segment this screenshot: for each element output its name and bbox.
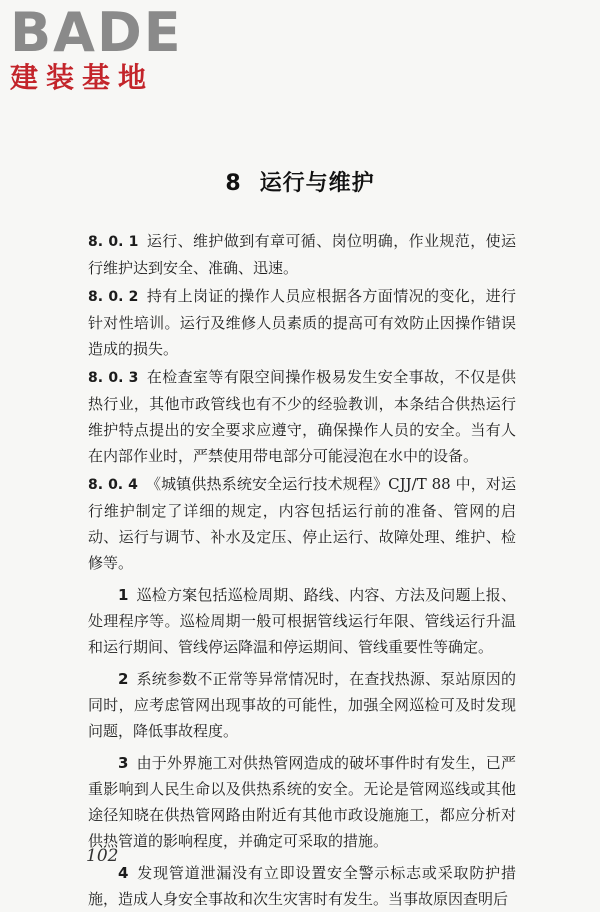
clause-8-0-1 bbox=[88, 228, 516, 281]
clause-8-0-2 bbox=[88, 283, 516, 362]
item-text: 发现管道泄漏没有立即设置安全警示标志或采取防护措施，造成人身安全事故和次生灾害时有发生。当事故原因查明后 bbox=[88, 864, 516, 908]
chapter-title-text: 运行与维护 bbox=[259, 171, 375, 196]
clause-number: 8. 0. 1 bbox=[88, 234, 139, 250]
page-number: 102 bbox=[86, 846, 119, 866]
logo-subtitle: 建装基地 bbox=[10, 61, 155, 94]
page-content bbox=[88, 228, 516, 912]
list-item-4 bbox=[88, 860, 516, 912]
item-text: 巡检方案包括巡检周期、路线、内容、方法及问题上报、处理程序等。巡检周期一般可根据管线运行年限、管线运行升温和运行期间、管线停运降温和停运期间、管线重要性等确定。 bbox=[88, 586, 516, 656]
chapter-title bbox=[0, 166, 600, 197]
item-number: 1 bbox=[118, 586, 129, 604]
logo-brand-text: BADE bbox=[10, 1, 183, 64]
clause-text: 持有上岗证的操作人员应根据各方面情况的变化，进行针对性培训。运行及维修人员素质的提高可有效防止因操作错误造成的损失。 bbox=[88, 287, 517, 358]
item-text: 系统参数不正常等异常情况时，在查找热源、泵站原因的同时，应考虑管网出现事故的可能性，加强全网巡检可及时发现问题，降低事故程度。 bbox=[88, 670, 516, 740]
item-number: 2 bbox=[118, 670, 129, 688]
clause-text: 《城镇供热系统安全运行技术规程》CJJ/T 88 中，对运行维护制定了详细的规定，内容包括运行前的准备、管网的启动、运行与调节、补水及定压、停止运行、故障处理、维护、检修等。 bbox=[88, 475, 517, 572]
list-item-2 bbox=[88, 666, 516, 744]
clause-8-0-3 bbox=[88, 364, 516, 469]
clause-number: 8. 0. 3 bbox=[88, 370, 139, 386]
clause-number: 8. 0. 2 bbox=[88, 289, 139, 305]
list-item-1 bbox=[88, 582, 516, 660]
clause-number: 8. 0. 4 bbox=[88, 477, 138, 493]
chapter-number: 8 bbox=[225, 171, 242, 196]
bade-logo bbox=[10, 1, 183, 94]
item-text: 由于外界施工对供热管网造成的破坏事件时有发生，已严重影响到人民生命以及供热系统的安全。无论是管网巡线或其他途径知晓在供热管网路由附近有其他市政设施施工，都应分析对供热管道的影响程度，并确定可采取的措施。 bbox=[88, 754, 516, 850]
clause-8-0-4 bbox=[88, 471, 516, 576]
clause-text: 运行、维护做到有章可循、岗位明确，作业规范，使运行维护达到安全、准确、迅速。 bbox=[88, 232, 517, 277]
clause-text: 在检查室等有限空间操作极易发生安全事故，不仅是供热行业，其他市政管线也有不少的经验教训，本条结合供热运行维护特点提出的安全要求应遵守，确保操作人员的安全。当有人在内部作业时，严禁使用带电部分可能浸泡在水中的设备。 bbox=[88, 368, 517, 465]
list-item-3 bbox=[88, 750, 516, 854]
item-number: 4 bbox=[118, 864, 129, 882]
item-number: 3 bbox=[118, 754, 129, 772]
